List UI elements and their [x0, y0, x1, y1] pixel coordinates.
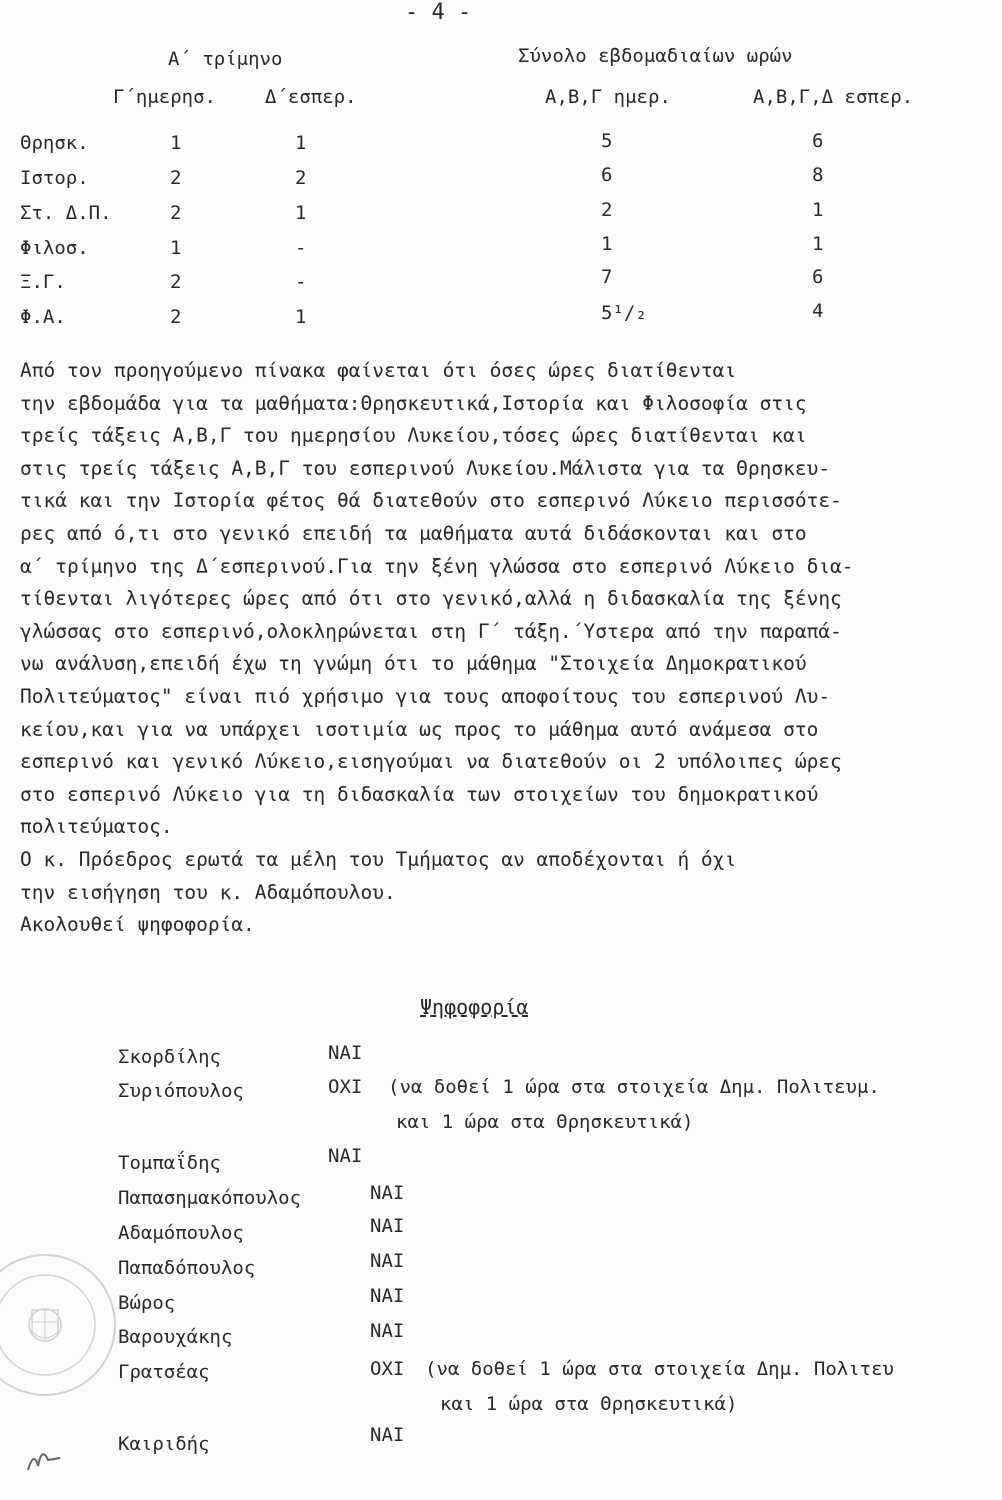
- vote-value: ΝΑΙ: [370, 1182, 405, 1204]
- row-subject: Ιστορ.: [20, 167, 89, 189]
- text-line: κείου,και για να υπάρχει ισοτιμία ως προς το μάθημα αυτό ανάμεσα στο: [20, 717, 819, 741]
- voter-name: Καιριδής: [118, 1433, 210, 1455]
- body-text: [20, 355, 992, 942]
- voter-name: Παπασημακόπουλος: [118, 1187, 302, 1209]
- text-line: Ο κ. Πρόεδρος ερωτά τα μέλη του Τμήματος αν αποδέχονται ή όχι: [20, 847, 737, 871]
- row-value: 5: [601, 130, 613, 152]
- table-header-weekly-total: Σύνολο εβδομαδιαίων ωρών: [518, 45, 793, 67]
- vote-value: ΝΑΙ: [370, 1320, 405, 1342]
- vote-note: (να δοθεί 1 ώρα στα στοιχεία Δημ. Πολιτευ: [425, 1358, 894, 1380]
- row-subject: Θρησκ.: [20, 132, 89, 154]
- vote-value: ΝΑΙ: [328, 1145, 363, 1167]
- row-subject: Ξ.Γ.: [20, 271, 66, 293]
- row-value: 7: [601, 266, 613, 288]
- row-value: 4: [812, 300, 824, 322]
- text-line: τρείς τάξεις Α,Β,Γ του ημερησίου Λυκείου,τόσες ώρες διατίθενται και: [20, 424, 807, 448]
- text-line: την εβδομάδα για τα μαθήματα:Θρησκευτικά,Ιστορία και Φιλοσοφία στις: [20, 391, 807, 415]
- row-subject: Φ.Α.: [20, 306, 66, 328]
- vote-value: ΟΧΙ: [370, 1358, 405, 1380]
- row-value: 6: [812, 266, 824, 288]
- vote-title: Ψηφοφορία: [420, 995, 529, 1019]
- text-line: Από τον προηγούμενο πίνακα φαίνεται ότι όσες ώρες διατίθενται: [20, 359, 737, 382]
- vote-note: και 1 ώρα στα Θρησκευτικά): [440, 1393, 738, 1415]
- text-line: Ακολουθεί ψηφοφορία.: [20, 913, 255, 937]
- text-line: στις τρείς τάξεις Α,Β,Γ του εσπερινού Λυκείου.Μάλιστα για τα Θρησκευ-: [20, 456, 831, 480]
- vote-note: (να δοθεί 1 ώρα στα στοιχεία Δημ. Πολιτευμ.: [388, 1076, 880, 1098]
- text-line: ρες από ό,τι στο γενικό επειδή τα μαθήματα αυτά διδάσκονται και στο: [20, 521, 807, 545]
- vote-note: και 1 ώρα στα Θρησκευτικά): [396, 1111, 694, 1133]
- row-value: 1: [170, 132, 182, 154]
- col-label-evening-d: Δ΄εσπερ.: [265, 86, 357, 108]
- voter-name: Σκορδίλης: [118, 1046, 221, 1068]
- row-value: 2: [170, 167, 182, 189]
- row-value: 2: [170, 306, 182, 328]
- col-label-evening-abcd: Α,Β,Γ,Δ εσπερ.: [753, 86, 914, 108]
- vote-value: ΝΑΙ: [370, 1215, 405, 1237]
- signature-mark-icon: [20, 1440, 70, 1480]
- row-value: 1: [295, 306, 307, 328]
- row-value: 1: [812, 233, 824, 255]
- row-value: 1: [295, 132, 307, 154]
- text-line: τικά και την Ιστορία φέτος θά διατεθούν στο εσπερινό Λύκειο περισσότε-: [20, 489, 842, 513]
- row-subject: Στ. Δ.Π.: [20, 202, 112, 224]
- row-value: 1: [295, 202, 307, 224]
- text-line: α΄ τρίμηνο της Δ΄εσπερινού.Για την ξένη γλώσσα στο εσπερινό Λύκειο δια-: [20, 554, 854, 578]
- text-line: τίθενται λιγότερες ώρες από ότι στο γενικό,αλλά η διδασκαλία της ξένης: [20, 587, 842, 611]
- voter-name: Τομπαΐδης: [118, 1152, 221, 1174]
- row-value: -: [295, 271, 307, 293]
- vote-value: ΝΑΙ: [370, 1424, 405, 1446]
- text-line: στο εσπερινό Λύκειο για τη διδασκαλία των στοιχείων του δημοκρατικού: [20, 782, 819, 806]
- text-line: νω ανάλυση,επειδή έχω τη γνώμη ότι το μάθημα "Στοιχεία Δημοκρατικού: [20, 652, 807, 676]
- row-value: 2: [295, 167, 307, 189]
- row-value: 6: [601, 164, 613, 186]
- row-value: 5¹/₂: [601, 302, 647, 324]
- voter-name: Αδαμόπουλος: [118, 1222, 244, 1244]
- col-label-day-abc: Α,Β,Γ ημερ.: [545, 86, 671, 108]
- text-line: Πολιτεύματος" είναι πιό χρήσιμο για τους αποφοίτους του εσπερινού Λυ-: [20, 684, 831, 708]
- col-label-day-c: Γ΄ημερησ.: [113, 86, 216, 108]
- row-value: 1: [601, 233, 613, 255]
- voter-name: Βώρος: [118, 1292, 176, 1314]
- text-line: εσπερινό και γενικό Λύκειο,εισηγούμαι να διατεθούν οι 2 υπόλοιπες ώρες: [20, 750, 842, 774]
- voter-name: Παπαδόπουλος: [118, 1257, 256, 1279]
- voter-name: Συριόπουλος: [118, 1080, 244, 1102]
- row-value: -: [295, 237, 307, 259]
- row-value: 1: [170, 237, 182, 259]
- page-number: - 4 -: [405, 0, 472, 25]
- voter-name: Γρατσέας: [118, 1361, 210, 1383]
- row-value: 2: [170, 202, 182, 224]
- seal-stamp-icon: [0, 1250, 120, 1400]
- row-value: 2: [170, 271, 182, 293]
- text-line: την εισήγηση του κ. Αδαμόπουλου.: [20, 880, 396, 904]
- vote-value: ΝΑΙ: [370, 1285, 405, 1307]
- voter-name: Βαρουχάκης: [118, 1326, 233, 1348]
- vote-value: ΝΑΙ: [328, 1042, 363, 1064]
- row-value: 6: [812, 130, 824, 152]
- row-value: 2: [601, 199, 613, 221]
- row-value: 8: [812, 164, 824, 186]
- vote-value: ΟΧΙ: [328, 1076, 363, 1098]
- text-line: πολιτεύματος.: [20, 815, 173, 839]
- vote-value: ΝΑΙ: [370, 1250, 405, 1272]
- text-line: γλώσσας στο εσπερινό,ολοκληρώνεται στη Γ΄ τάξη.΄Υστερα από την παραπά-: [20, 619, 842, 643]
- row-value: 1: [812, 199, 824, 221]
- table-header-trimester: Α΄ τρίμηνο: [168, 48, 283, 70]
- row-subject: Φιλοσ.: [20, 237, 89, 259]
